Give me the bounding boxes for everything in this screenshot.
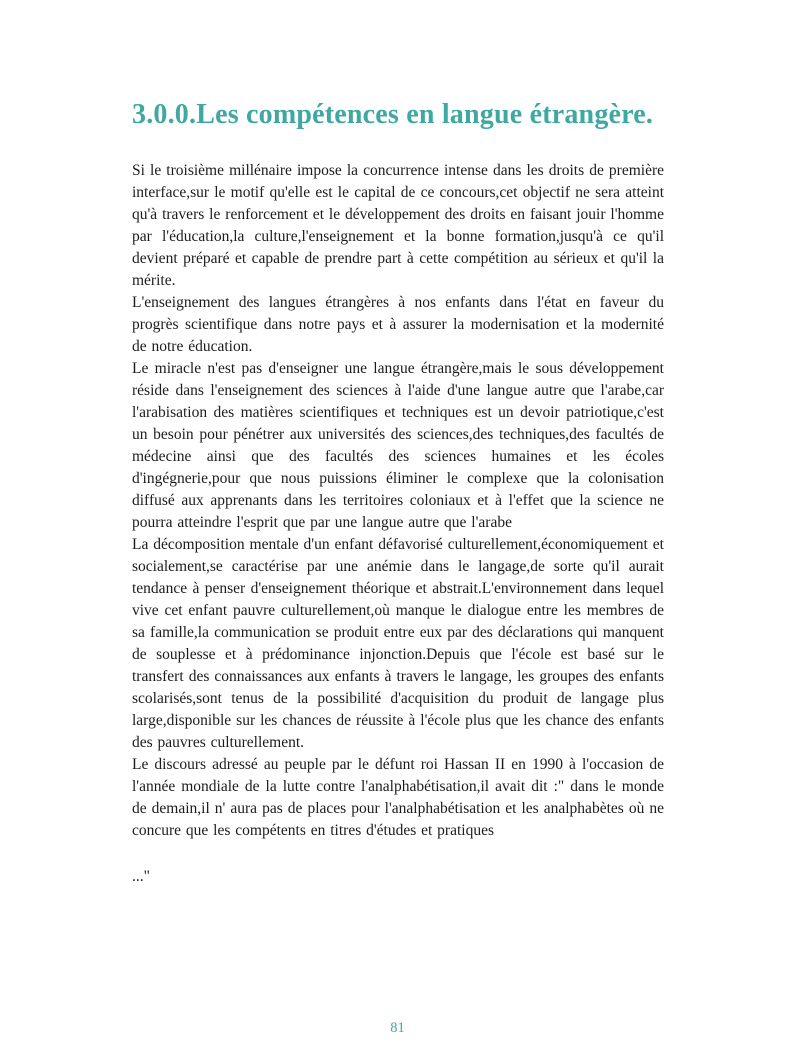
paragraph-2: L'enseignement des langues étrangères à nos enfants dans l'état en faveur du progrès scientifique dans notre pays et à assurer la modernisation et la modernité de notre éducation. [132, 293, 664, 355]
paragraph-3: Le miracle n'est pas d'enseigner une langue étrangère,mais le sous développement réside dans l'enseignement des sciences à l'aide d'une langue autre que l'arabe,car l'arabisation des matières scientifiques et techniques est un devoir patriotique,c'est un besoin pour pénétrer aux universités des sciences,des techniques,des facultés de médecine ainsi que des facultés des sciences humaines et les écoles d'ingégnerie,pour que nous puissions éliminer le complexe que la colonisation diffusé aux apprenants dans les territoires coloniaux et à l'effet que la science ne pourra atteindre l'esprit que par une langue autre que l'arabe [132, 359, 664, 531]
paragraph-5: Le discours adressé au peuple par le défunt roi Hassan II en 1990 à l'occasion de l'année mondiale de la lutte contre l'analphabétisation,il avait dit :" dans le monde de demain,il n' aura pas de places pour l'analphabétisation et les analphabètes où ne concure que les compétents en titres d'études et pratiques [132, 755, 664, 839]
trailing-quote-mark: ..." [132, 867, 150, 885]
page-content [132, 96, 664, 888]
paragraph-1: Si le troisième millénaire impose la concurrence intense dans les droits de première interface,sur le motif qu'elle est le capital de ce concours,cet objectif ne sera atteint qu'à travers le renforcement et le développement des droits en faisant jouir l'homme par l'éducation,la culture,l'enseignement et la bonne formation,jusqu'à ce qu'il devient préparé et capable de prendre part à cette compétition au sérieux et qu'il la mérite. [132, 161, 664, 289]
page-number: 81 [390, 1020, 405, 1036]
body-text [132, 160, 664, 888]
section-heading: 3.0.0.Les compétences en langue étrangère. [132, 99, 654, 130]
paragraph-4: La décomposition mentale d'un enfant défavorisé culturellement,économiquement et socialement,se caractérise par une anémie dans le langage,de sorte qu'il aurait tendance à penser d'enseignement théorique et abstrait.L'environnement dans lequel vive cet enfant pauvre culturellement,où manque le dialogue entre les membres de sa famille,la communication se produit entre eux par des déclarations qui manquent de souplesse et à prédominance injonction.Depuis que l'école est basé sur le transfert des connaissances aux enfants à travers le langage, les groupes des enfants scolarisés,sont tenus de la possibilité d'acquisition du produit de langage plus large,disponible sur les chances de réussite à l'école plus que les chance des enfants des pauvres culturellement. [132, 535, 664, 751]
